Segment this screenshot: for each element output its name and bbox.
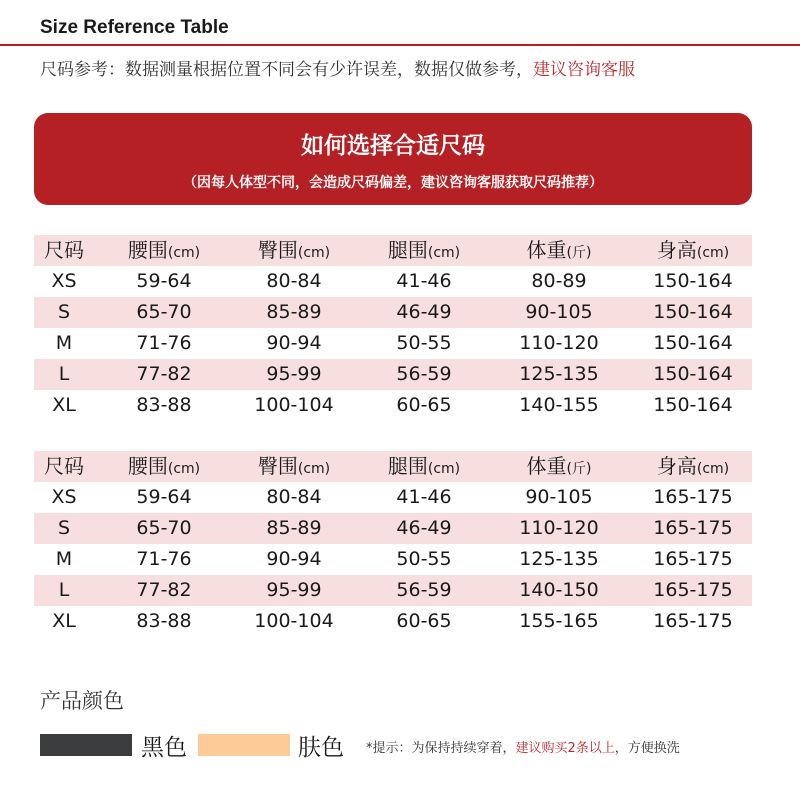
- table-cell: L: [58, 579, 70, 601]
- tip-highlight: 建议购买2条以上: [515, 741, 615, 756]
- table-header-cell: [239, 235, 349, 266]
- table-cell: L: [58, 363, 70, 385]
- header-unit: (斤): [566, 461, 592, 477]
- size-note-text: 尺码参考：数据测量根据位置不同会有少许误差，数据仅做参考，: [40, 60, 533, 80]
- table-cell: XL: [52, 610, 76, 632]
- table-cell: 60-65: [396, 610, 452, 632]
- skin-color-swatch: [198, 734, 290, 756]
- table-cell: 140-155: [519, 394, 599, 416]
- table-cell: 71-76: [136, 548, 192, 570]
- black-color-label: 黑色: [141, 735, 187, 761]
- header-unit: (cm): [297, 245, 331, 261]
- table-header-cell: [369, 235, 479, 266]
- header-label: 体重: [526, 454, 567, 478]
- table-cell: 85-89: [266, 301, 322, 323]
- table-cell: 71-76: [136, 332, 192, 354]
- header-unit: (斤): [566, 245, 592, 261]
- header-unit: (cm): [297, 461, 331, 477]
- header-unit: (cm): [696, 245, 730, 261]
- size-note-highlight: 建议咨询客服: [533, 60, 635, 80]
- table-cell: 165-175: [653, 486, 733, 508]
- tip-text: *提示：为保持持续穿着，: [366, 741, 516, 756]
- table-cell: 165-175: [653, 517, 733, 539]
- table-cell: 100-104: [254, 610, 334, 632]
- product-color-title: 产品颜色: [40, 689, 124, 713]
- table-cell: 150-164: [653, 301, 733, 323]
- table-cell: 110-120: [519, 332, 599, 354]
- table-header-cell: [634, 451, 752, 482]
- table-cell: XS: [51, 270, 77, 292]
- header-label: 臀围: [257, 238, 298, 262]
- table-row: [34, 482, 752, 513]
- table-cell: XL: [52, 394, 76, 416]
- table-cell: 83-88: [136, 394, 192, 416]
- table-header-cell: [239, 451, 349, 482]
- size-table-2: [34, 451, 752, 637]
- table-row: [34, 359, 752, 390]
- table-cell: 150-164: [653, 363, 733, 385]
- header-label: 身高: [656, 238, 697, 262]
- black-color-swatch: [40, 734, 132, 756]
- table-cell: 165-175: [653, 579, 733, 601]
- table-header-cell: [34, 451, 94, 482]
- table-cell: M: [55, 332, 73, 354]
- table-row: [34, 544, 752, 575]
- table-header-cell: [114, 235, 214, 266]
- header-label: 腿围: [387, 454, 428, 478]
- table-header-cell: [504, 235, 614, 266]
- table-row: [34, 390, 752, 421]
- table-cell: 150-164: [653, 394, 733, 416]
- table-header-cell: [34, 235, 94, 266]
- table-cell: 80-89: [531, 270, 587, 292]
- table-cell: 65-70: [136, 517, 192, 539]
- table-cell: 60-65: [396, 394, 452, 416]
- table-cell: 165-175: [653, 610, 733, 632]
- header-label: 腰围: [127, 454, 168, 478]
- purchase-tip: [366, 737, 680, 756]
- table-cell: 65-70: [136, 301, 192, 323]
- header-unit: (cm): [427, 245, 461, 261]
- table-cell: 85-89: [266, 517, 322, 539]
- header-unit: (cm): [427, 461, 461, 477]
- header-label: 体重: [526, 238, 567, 262]
- table-cell: 56-59: [396, 363, 452, 385]
- page-title: Size Reference Table: [40, 17, 229, 38]
- table-cell: 80-84: [266, 270, 322, 292]
- table-cell: 56-59: [396, 579, 452, 601]
- table-row: [34, 575, 752, 606]
- table-cell: 46-49: [396, 301, 452, 323]
- table-cell: 59-64: [136, 486, 192, 508]
- header-label: 身高: [656, 454, 697, 478]
- header-label: 臀围: [257, 454, 298, 478]
- table-cell: 110-120: [519, 517, 599, 539]
- banner-title: 如何选择合适尺码: [301, 133, 485, 159]
- skin-color-label: 肤色: [298, 735, 344, 761]
- table-cell: 100-104: [254, 394, 334, 416]
- tip-suffix: ，方便换洗: [614, 741, 680, 756]
- table-cell: 150-164: [653, 332, 733, 354]
- table-cell: 90-94: [266, 332, 322, 354]
- size-guide-banner: [34, 113, 752, 205]
- header-divider: [0, 44, 800, 46]
- table-cell: 50-55: [396, 548, 452, 570]
- header-label: 尺码: [44, 238, 84, 262]
- header-unit: (cm): [167, 245, 201, 261]
- table-cell: 46-49: [396, 517, 452, 539]
- header-label: 腿围: [387, 238, 428, 262]
- table-header-cell: [114, 451, 214, 482]
- banner-subtitle: （因每人体型不同，会造成尺码偏差，建议咨询客服获取尺码推荐）: [183, 175, 603, 191]
- table-header-cell: [634, 235, 752, 266]
- table-header-row: [34, 235, 752, 266]
- table-cell: 41-46: [396, 486, 452, 508]
- table-cell: 155-165: [519, 610, 599, 632]
- table-cell: 95-99: [266, 363, 322, 385]
- table-header-cell: [504, 451, 614, 482]
- table-cell: S: [57, 301, 71, 323]
- table-cell: 41-46: [396, 270, 452, 292]
- table-cell: 83-88: [136, 610, 192, 632]
- table-header-row: [34, 451, 752, 482]
- table-cell: 165-175: [653, 548, 733, 570]
- table-row: [34, 328, 752, 359]
- table-cell: 90-94: [266, 548, 322, 570]
- table-cell: 125-135: [519, 363, 599, 385]
- table-cell: 90-105: [525, 486, 593, 508]
- table-row: [34, 513, 752, 544]
- table-cell: 77-82: [136, 579, 192, 601]
- header-label: 尺码: [44, 454, 84, 478]
- header-label: 腰围: [127, 238, 168, 262]
- table-cell: 140-150: [519, 579, 599, 601]
- table-cell: 77-82: [136, 363, 192, 385]
- size-note: [40, 55, 635, 80]
- table-cell: M: [55, 548, 73, 570]
- table-row: [34, 266, 752, 297]
- size-table-1: [34, 235, 752, 421]
- table-cell: 125-135: [519, 548, 599, 570]
- table-row: [34, 606, 752, 637]
- table-cell: 95-99: [266, 579, 322, 601]
- table-row: [34, 297, 752, 328]
- table-cell: 90-105: [525, 301, 593, 323]
- header-unit: (cm): [696, 461, 730, 477]
- table-cell: 50-55: [396, 332, 452, 354]
- table-cell: XS: [51, 486, 77, 508]
- table-cell: S: [57, 517, 71, 539]
- table-cell: 80-84: [266, 486, 322, 508]
- table-header-cell: [369, 451, 479, 482]
- table-cell: 59-64: [136, 270, 192, 292]
- table-cell: 150-164: [653, 270, 733, 292]
- header-unit: (cm): [167, 461, 201, 477]
